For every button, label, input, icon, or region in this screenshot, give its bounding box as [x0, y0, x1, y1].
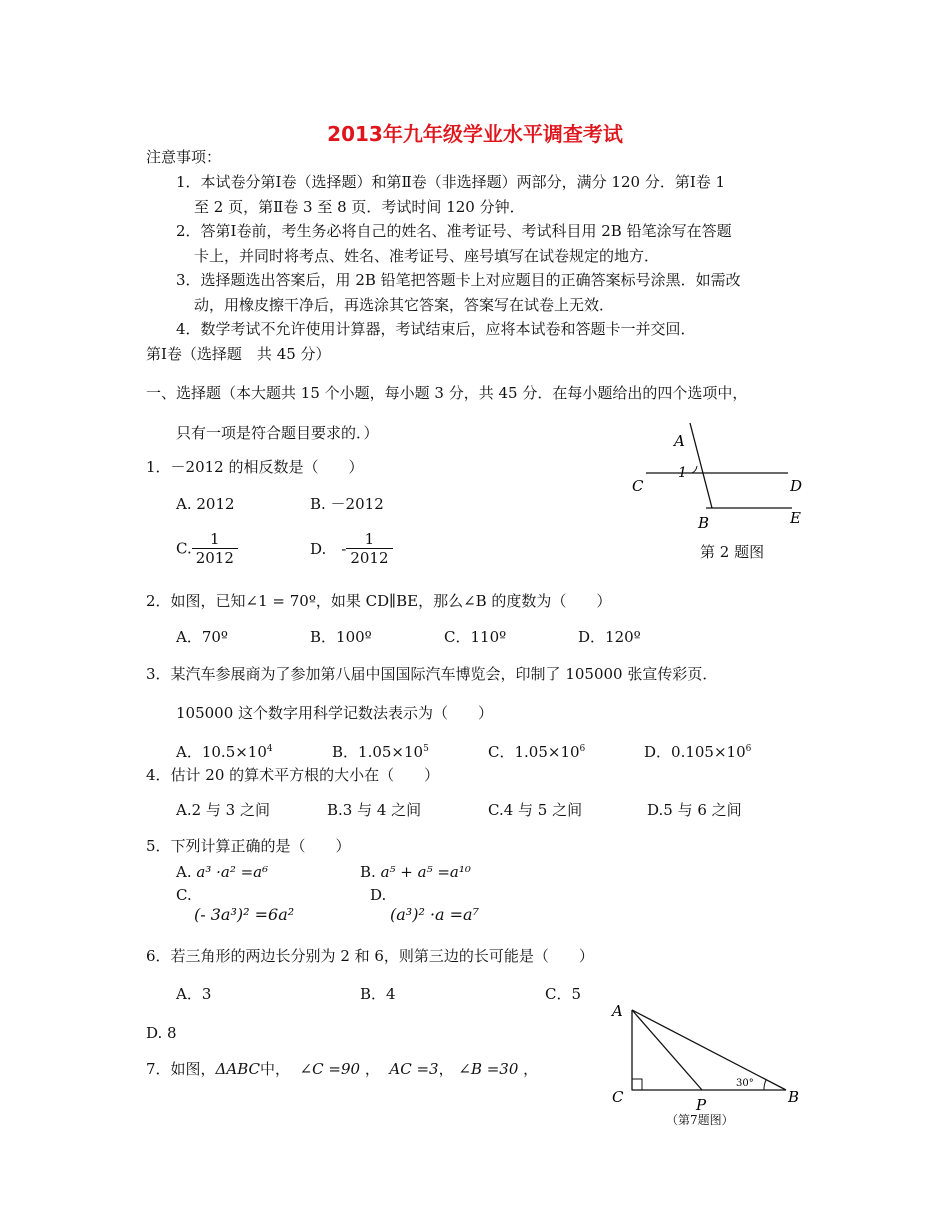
point-p-label: P	[696, 1096, 707, 1114]
separator: ，	[438, 1060, 454, 1078]
notice-item: 2．答第Ⅰ卷前，考生务必将自己的姓名、准考证号、考试科目用 2B 铅笔涂写在答题	[176, 222, 732, 240]
fraction-numerator: 1	[364, 530, 375, 548]
question-1-option-a: A. 2012	[176, 495, 235, 513]
figure-7-caption: （第7题图）	[666, 1113, 734, 1127]
option-label: B.	[360, 863, 376, 881]
question-6-option-d: D. 8	[146, 1024, 177, 1042]
point-e-label: E	[790, 509, 801, 527]
question-4-option-a: A.2 与 3 之间	[176, 801, 270, 819]
side-ab	[632, 1010, 786, 1090]
angle-30-label: 30°	[736, 1078, 754, 1089]
question-5-stem: 5．下列计算正确的是（ ）	[146, 837, 351, 855]
option-label: D.	[370, 886, 387, 904]
math-expression: ΔABC	[215, 1060, 260, 1078]
right-angle-mark	[632, 1079, 642, 1090]
option-label: C.	[176, 539, 192, 558]
exponent: 4	[266, 744, 273, 754]
question-5-option-b	[360, 862, 471, 882]
notice-item: 4．数学考试不允许使用计算器，考试结束后，应将本试卷和答题卡一并交回．	[176, 320, 696, 338]
notice-item: 1．本试卷分第Ⅰ卷（选择题）和第Ⅱ卷（非选择题）两部分，满分 120 分．第Ⅰ卷 1	[176, 173, 726, 191]
question-2-stem: 2．如图，已知∠1 = 70º，如果 CD∥BE，那么∠B 的度数为（ ）	[146, 592, 612, 610]
option-text: B．1.05×10	[332, 743, 424, 761]
text: 7．如图，	[146, 1060, 216, 1078]
question-6-stem: 6．若三角形的两边长分别为 2 和 6，则第三边的长可能是（ ）	[146, 947, 594, 965]
fraction	[192, 530, 238, 567]
math-expression: (- 3a³)² =6a²	[194, 905, 295, 924]
question-3-stem: 3．某汽车参展商为了参加第八届中国国际汽车博览会，印制了 105000 张宣传彩页．	[146, 665, 718, 683]
question-1-option-c	[176, 530, 238, 567]
fraction-numerator: 1	[210, 530, 220, 548]
angle-1-arc	[692, 466, 697, 473]
notice-item: 3．选择题选出答案后，用 2B 铅笔把答题卡上对应题目的正确答案标号涂黑．如需改	[176, 271, 741, 289]
question-5-option-c	[176, 885, 294, 925]
point-c-label: C	[632, 477, 644, 495]
question-1-stem: 1．－2012 的相反数是（ ）	[146, 458, 364, 476]
option-text: A．10.5×10	[176, 743, 267, 761]
point-c-label: C	[612, 1088, 624, 1106]
text: 中，	[260, 1060, 291, 1078]
page-title: 2013年九年级学业水平调查考试	[327, 122, 623, 146]
exponent: 6	[745, 744, 752, 754]
question-4-stem: 4．估计 20 的算术平方根的大小在（ ）	[146, 766, 440, 784]
option-label: A.	[176, 863, 192, 881]
notice-heading: 注意事项：	[146, 148, 222, 166]
point-b-label: B	[698, 514, 710, 532]
fraction-denominator: 2012	[346, 548, 392, 567]
question-4-option-d: D.5 与 6 之间	[647, 801, 742, 819]
question-6-option-a: A．3	[176, 985, 212, 1003]
point-a-label: A	[674, 432, 685, 450]
question-2-option-a: A．70º	[176, 628, 228, 646]
question-4-option-b: B.3 与 4 之间	[327, 801, 422, 819]
exponent: 5	[423, 744, 429, 754]
notice-item: 卡上，并同时将考点、姓名、准考证号、座号填写在试卷规定的地方．	[194, 247, 660, 265]
math-expression: ∠B =30	[458, 1060, 519, 1078]
question-5-option-a	[176, 862, 268, 882]
point-b-label: B	[788, 1088, 800, 1106]
notice-item: 动，用橡皮擦干净后，再选涂其它答案，答案写在试卷上无效．	[194, 296, 615, 314]
segment-ap	[632, 1010, 702, 1090]
question-2-option-c: C．110º	[444, 628, 507, 646]
point-a-label: A	[612, 1002, 623, 1020]
question-2-option-d: D．120º	[578, 628, 641, 646]
question-1-option-d	[310, 530, 393, 567]
notice-item: 至 2 页，第Ⅱ卷 3 至 8 页．考试时间 120 分钟．	[194, 198, 525, 216]
transversal-ab	[690, 423, 712, 508]
question-2-option-b: B．100º	[310, 628, 372, 646]
option-label: D. -	[310, 540, 347, 558]
angle-b-arc	[764, 1080, 766, 1090]
question-3-option-c	[488, 738, 585, 763]
math-expression: AC =3	[389, 1060, 439, 1078]
math-expression: ∠C =90	[299, 1060, 361, 1078]
separator: ，	[364, 1060, 380, 1078]
question-6-option-b: B．4	[360, 985, 396, 1003]
math-expression: (a³)² ·a =a⁷	[390, 905, 480, 924]
question-4-option-c: C.4 与 5 之间	[488, 801, 583, 819]
figure-2-caption: 第 2 题图	[700, 543, 765, 561]
option-text: C．1.05×10	[488, 743, 580, 761]
question-3-stem-cont: 105000 这个数字用科学记数法表示为（ ）	[176, 704, 494, 722]
part-heading-cont: 只有一项是符合题目要求的．）	[176, 424, 379, 442]
separator: ，	[523, 1060, 539, 1078]
question-6-option-c: C．5	[545, 985, 582, 1003]
math-expression: a⁵ + a⁵ =a¹⁰	[380, 863, 471, 881]
exponent: 6	[579, 744, 586, 754]
fraction-denominator: 2012	[192, 548, 238, 567]
question-3-option-b	[332, 738, 429, 763]
angle-1-label: 1	[678, 465, 687, 481]
question-3-option-a	[176, 738, 273, 763]
part-heading: 一、选择题（本大题共 15 个小题，每小题 3 分，共 45 分．在每小题给出的四个选项中，	[146, 384, 748, 402]
question-1-option-b: B. －2012	[310, 495, 384, 513]
option-label: C.	[176, 886, 192, 904]
question-5-option-d	[370, 885, 479, 925]
section-heading: 第Ⅰ卷（选择题 共 45 分）	[146, 345, 331, 363]
math-expression: a³ ·a² =a⁶	[196, 863, 269, 881]
fraction	[346, 530, 392, 567]
question-7-stem	[146, 1058, 538, 1080]
option-text: D．0.105×10	[644, 743, 746, 761]
question-3-option-d	[644, 738, 751, 763]
point-d-label: D	[790, 477, 803, 495]
